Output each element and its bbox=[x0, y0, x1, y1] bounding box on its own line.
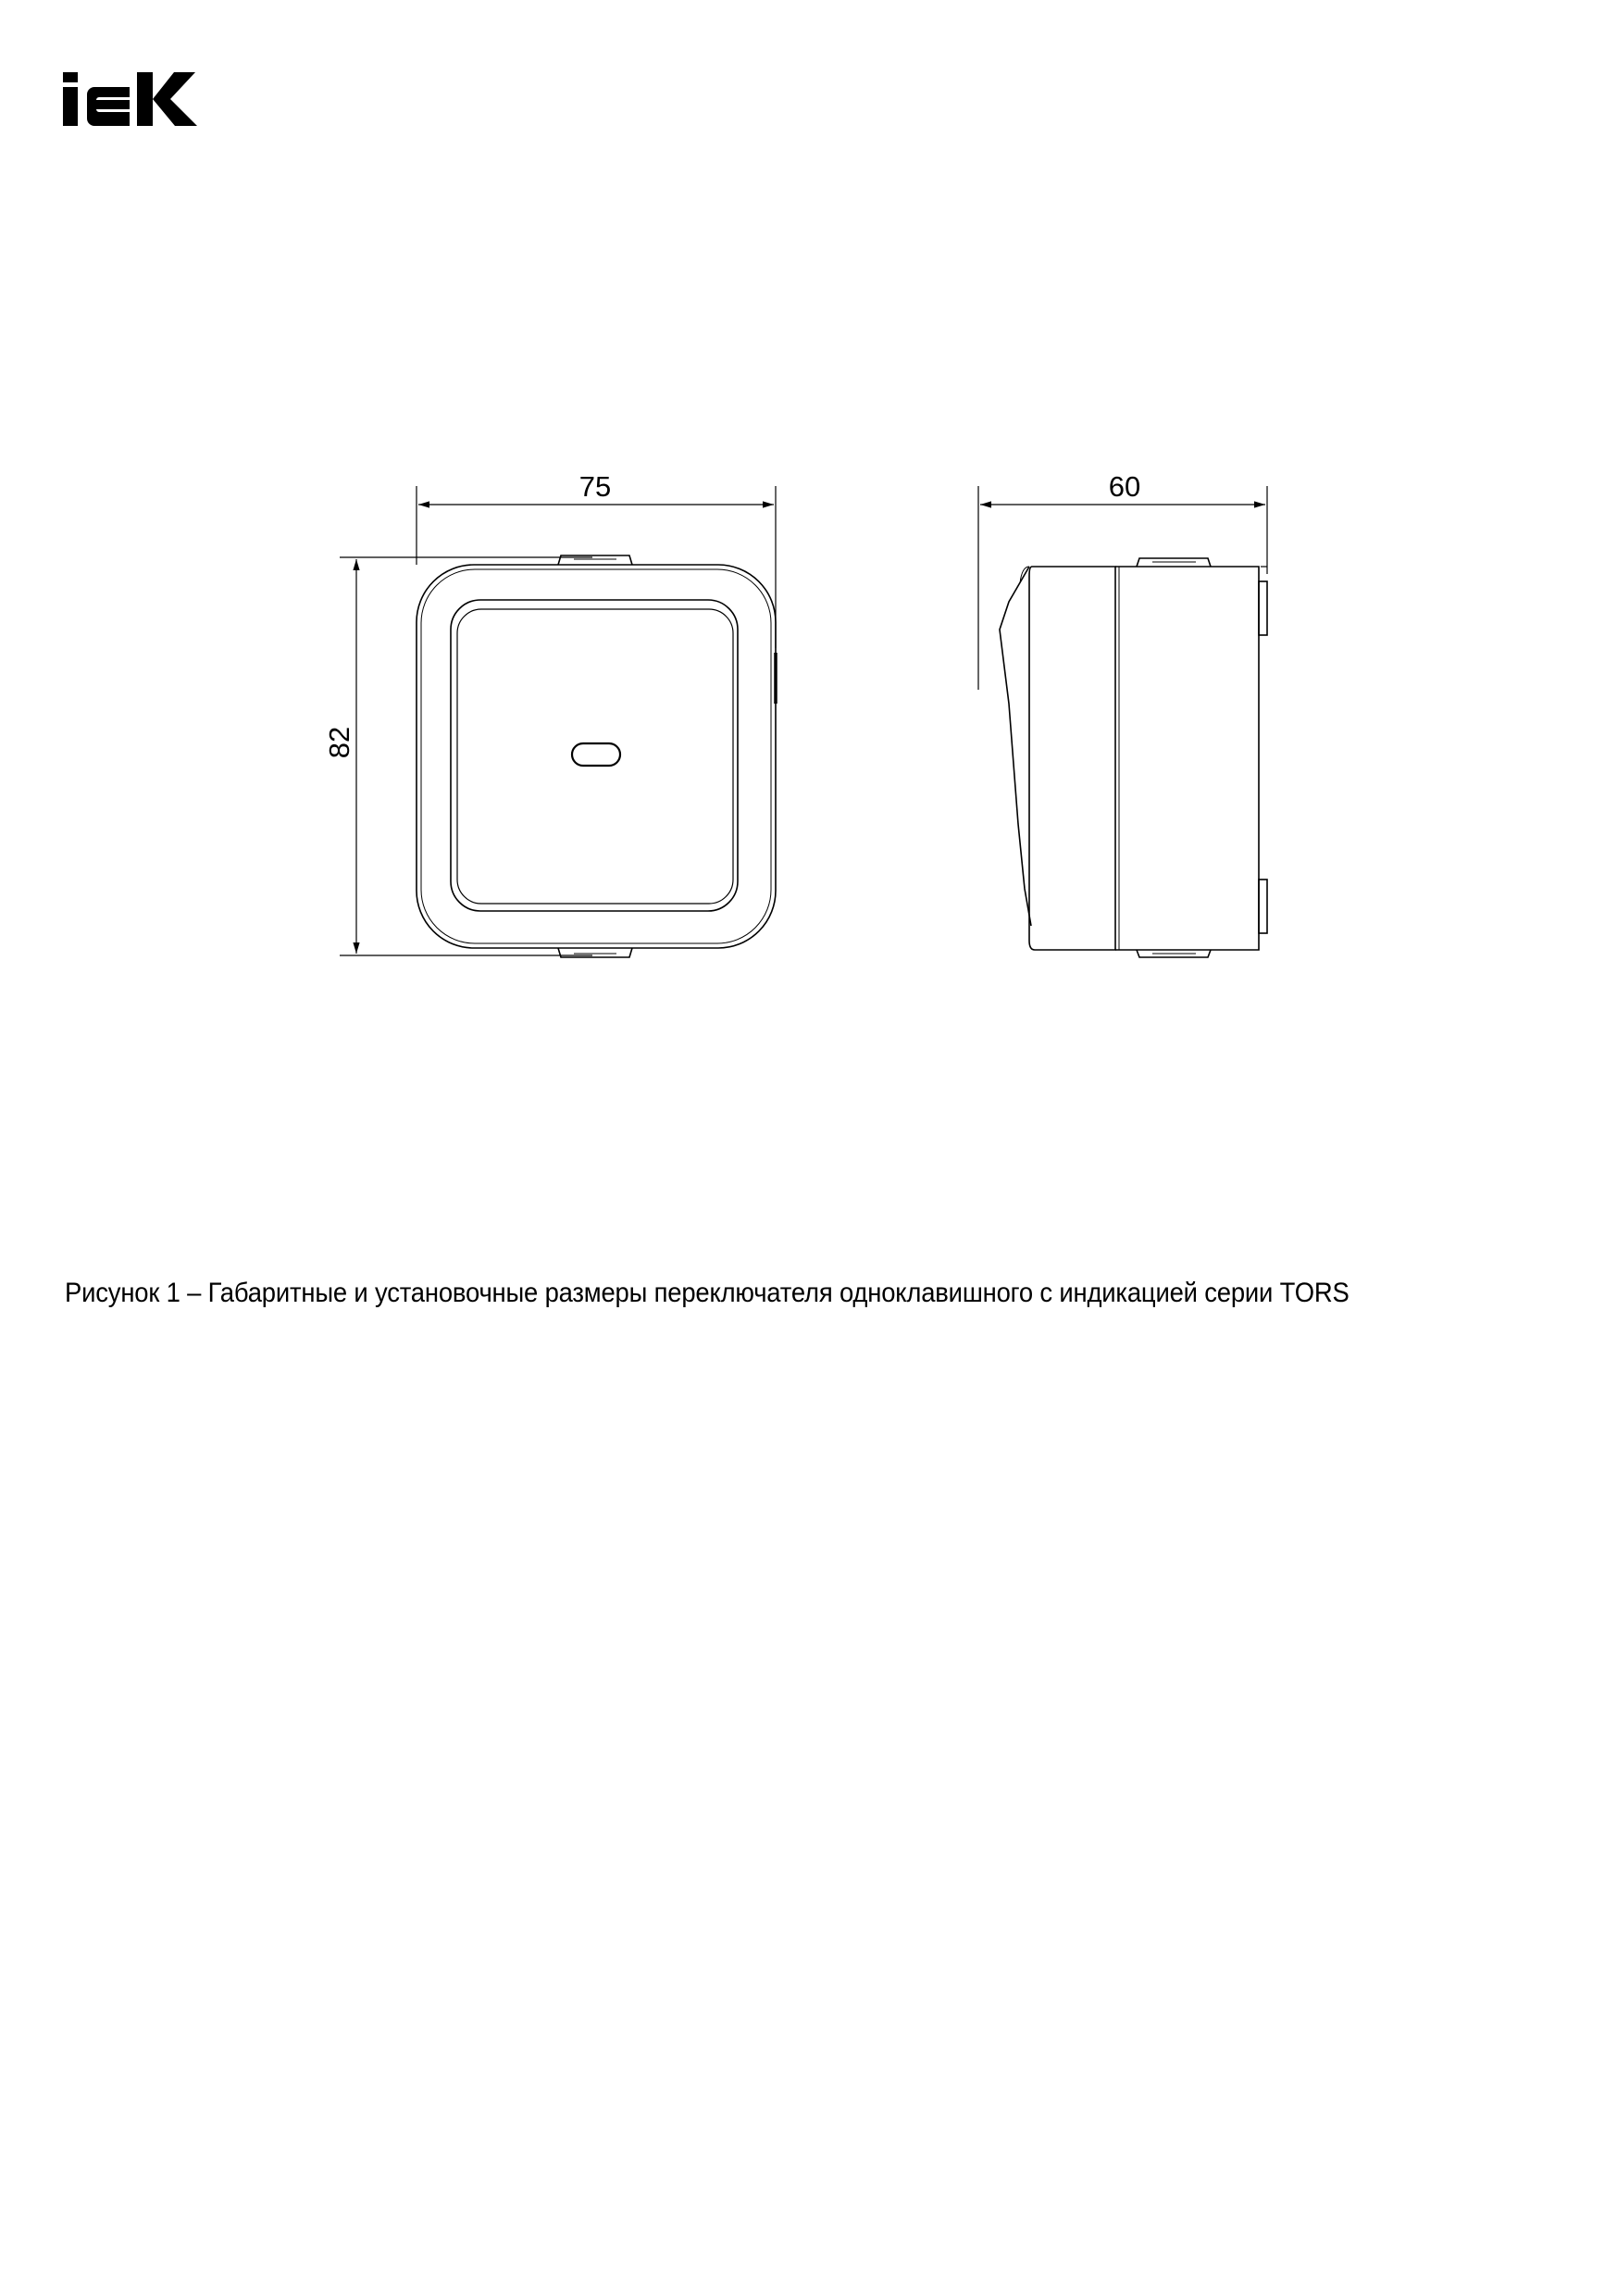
height-label: 82 bbox=[323, 726, 355, 759]
housing-outer bbox=[417, 565, 776, 948]
side-housing-back bbox=[1115, 567, 1259, 950]
figure-caption: Рисунок 1 – Габаритные и установочные размеры переключателя одноклавишного с индикацией серии TORS bbox=[65, 1278, 1350, 1308]
indicator-lens bbox=[572, 743, 620, 766]
side-lug-bottom bbox=[1259, 880, 1267, 933]
side-view bbox=[978, 486, 1267, 957]
dimension-drawing bbox=[0, 0, 1617, 1111]
switch-key-outer bbox=[451, 600, 738, 911]
side-lug-top bbox=[1259, 581, 1267, 635]
side-housing-front bbox=[1029, 567, 1115, 950]
switch-key-inner bbox=[457, 609, 733, 904]
width-label: 75 bbox=[578, 470, 612, 503]
front-view bbox=[340, 486, 776, 957]
depth-label: 60 bbox=[1108, 470, 1141, 503]
